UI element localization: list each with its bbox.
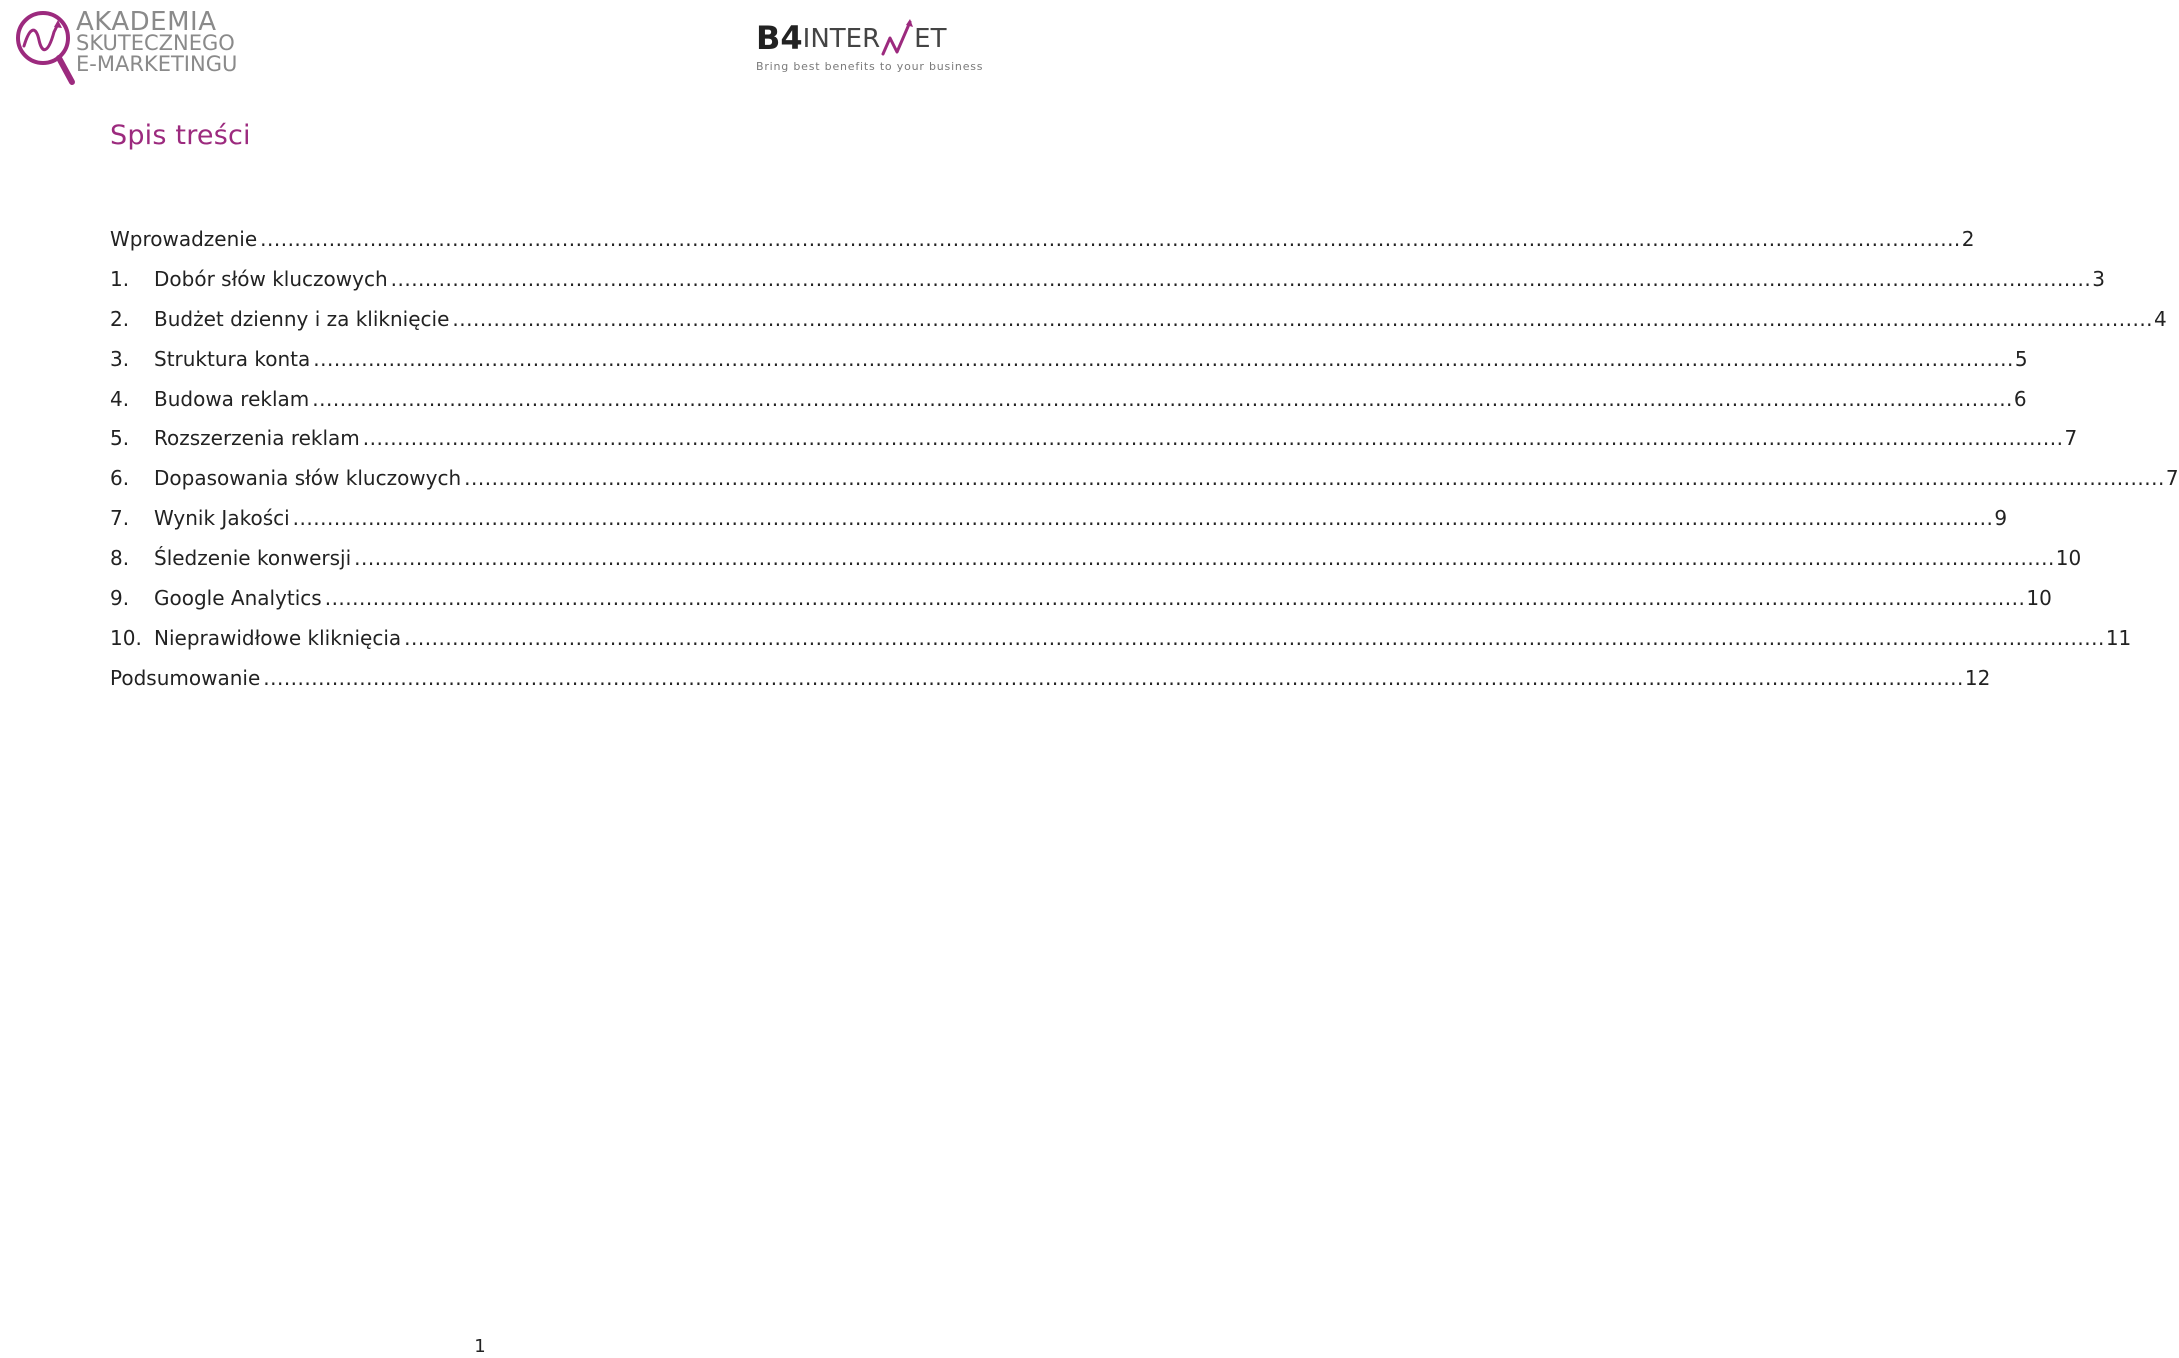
logo-b4internet (756, 14, 984, 78)
toc-dot-leader (313, 347, 2014, 371)
toc-entry-number: 5. (110, 426, 130, 451)
toc-entry[interactable] (110, 665, 1991, 706)
magnifier-chart-icon (14, 8, 76, 86)
toc-entry[interactable] (110, 506, 2008, 546)
toc-entry-label: Śledzenie konwersji (154, 546, 352, 571)
toc-dot-leader (293, 506, 1994, 530)
toc-entry-number: 4. (110, 386, 130, 411)
toc-entry-label: Struktura konta (154, 346, 311, 371)
toc-entry[interactable] (110, 346, 2028, 387)
toc-entry-label: Dobór słów kluczowych (154, 266, 388, 291)
page-title: Spis treści (110, 120, 251, 151)
toc-entry-page: 7 (2165, 466, 2179, 491)
toc-dot-leader (404, 626, 2105, 650)
logo-line-2: SKUTECZNEGO (76, 31, 235, 55)
toc-entry-page: 12 (1964, 665, 1991, 690)
toc-entry-label: Podsumowanie (110, 665, 261, 690)
toc-entry-page: 7 (2064, 426, 2078, 451)
toc-entry-label: Wprowadzenie (110, 227, 258, 251)
toc-entry-number: 6. (110, 466, 130, 491)
toc-entry-page: 3 (2092, 266, 2105, 291)
toc-entry-number: 9. (110, 586, 130, 611)
toc-entry[interactable] (110, 227, 1975, 267)
toc-dot-leader (312, 387, 2013, 411)
toc-entry-label: Budowa reklam (154, 386, 310, 411)
toc-entry-number: 1. (110, 266, 130, 291)
toc-entry-number: 10. (110, 625, 142, 650)
toc-entry-label: Budżet dzienny i za kliknięcie (154, 306, 450, 331)
logo-brand-inter: INTER (802, 24, 881, 54)
checkmark-swoosh-icon (880, 18, 914, 58)
toc-dot-leader (263, 666, 1964, 690)
logo-line-1: AKADEMIA (76, 7, 217, 37)
toc-entry-number: 3. (110, 346, 130, 371)
toc-entry[interactable] (110, 625, 2132, 666)
toc-entry-page: 11 (2105, 625, 2132, 650)
toc-entry-label: Rozszerzenia reklam (154, 426, 360, 451)
toc-entry-page: 2 (1961, 227, 1975, 251)
logo-akademia (14, 7, 238, 88)
toc-entry-number: 7. (110, 506, 130, 531)
toc-dot-leader (363, 426, 2064, 450)
toc-dot-leader (452, 307, 2153, 331)
toc-entry-label: Wynik Jakości (154, 506, 290, 531)
toc-entry-number: 2. (110, 306, 130, 331)
toc-entry-page: 4 (2154, 306, 2167, 331)
toc-entry-page: 10 (2026, 586, 2052, 611)
table-of-contents (110, 227, 2179, 706)
toc-entry[interactable] (110, 546, 2082, 586)
toc-dot-leader (325, 586, 2026, 610)
page-number: 1 (474, 1336, 486, 1357)
toc-entry[interactable] (110, 386, 2027, 427)
toc-entry-label: Dopasowania słów kluczowych (154, 466, 462, 491)
toc-entry[interactable] (110, 306, 2167, 347)
logo-line-3: E-MARKETINGU (76, 52, 238, 76)
toc-entry[interactable] (110, 266, 2105, 307)
toc-entry[interactable] (110, 466, 2179, 506)
toc-dot-leader (354, 546, 2055, 570)
toc-dot-leader (464, 466, 2165, 490)
logo-brand-b4: B4 (756, 19, 803, 57)
logo-tagline: Bring best benefits to your business (756, 60, 984, 73)
toc-entry-label: Google Analytics (154, 586, 322, 611)
toc-entry-page: 5 (2014, 346, 2028, 371)
toc-entry-page: 9 (1994, 506, 2008, 531)
toc-entry[interactable] (110, 586, 2052, 626)
toc-entry-label: Nieprawidłowe kliknięcia (154, 625, 402, 650)
toc-entry-page: 10 (2055, 546, 2082, 571)
toc-dot-leader (260, 227, 1961, 251)
toc-entry[interactable] (110, 426, 2078, 466)
toc-entry-page: 6 (2013, 386, 2027, 411)
logo-brand-et: ET (914, 24, 947, 54)
toc-entry-number: 8. (110, 546, 130, 571)
toc-dot-leader (391, 267, 2092, 291)
